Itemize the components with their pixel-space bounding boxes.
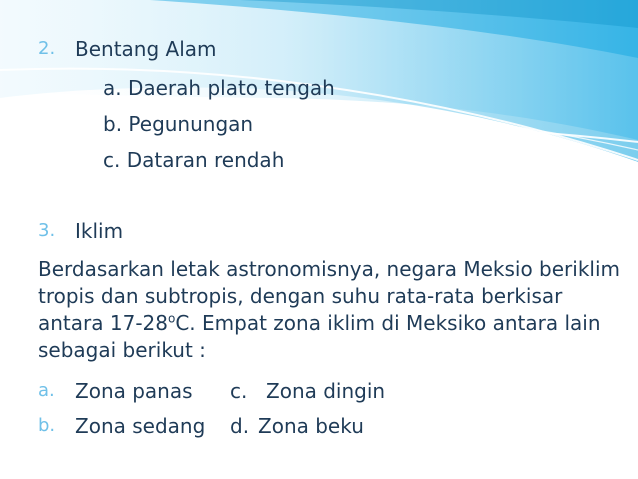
zone-marker-b: b. bbox=[38, 415, 56, 436]
iklim-paragraph-text: Berdasarkan letak astronomisnya, negara Meksio beriklim tropis dan subtropis, dengan suhu rata-rata berkisar antara 17-28 bbox=[38, 257, 620, 335]
section-title-iklim: Iklim bbox=[75, 219, 124, 243]
zone-label-sedang: Zona sedang bbox=[75, 414, 206, 438]
zone-marker-d: d. bbox=[230, 414, 250, 438]
iklim-paragraph-text-end: C. Empat zona iklim di Meksiko antara lain sebagai berikut : bbox=[38, 311, 601, 362]
bentang-item-a: a. Daerah plato tengah bbox=[103, 76, 335, 100]
section-title-bentang-alam: Bentang Alam bbox=[75, 37, 217, 61]
zone-marker-a: a. bbox=[38, 380, 55, 401]
bentang-item-b: b. Pegunungan bbox=[103, 112, 254, 136]
zone-label-beku: Zona beku bbox=[258, 414, 364, 438]
list-number-2: 2. bbox=[38, 38, 56, 59]
zone-label-panas: Zona panas bbox=[75, 379, 193, 403]
iklim-paragraph bbox=[38, 256, 628, 364]
list-number-3: 3. bbox=[38, 220, 56, 241]
bentang-item-c: c. Dataran rendah bbox=[103, 148, 285, 172]
degree-superscript: o bbox=[167, 311, 176, 326]
zone-label-dingin: Zona dingin bbox=[266, 379, 386, 403]
zone-marker-c: c. bbox=[230, 379, 248, 403]
